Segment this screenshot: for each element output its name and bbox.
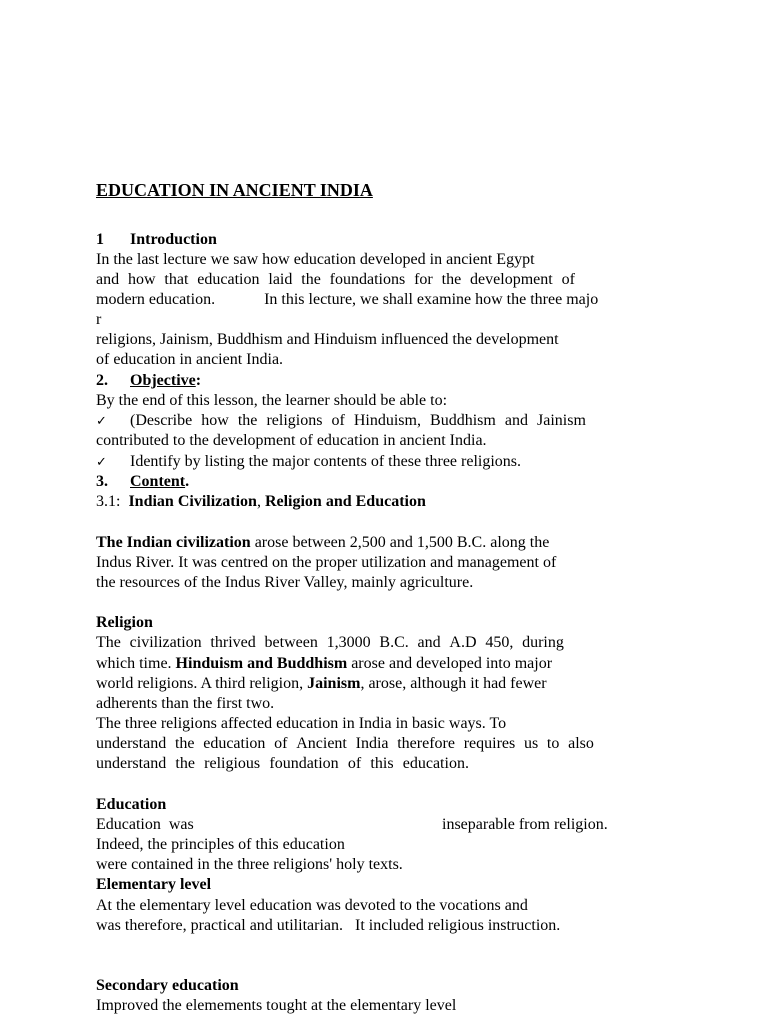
text-run: which time.	[96, 655, 176, 672]
paragraph-line	[96, 654, 552, 674]
paragraph-line: Indeed, the principles of this education	[96, 836, 345, 853]
justified-line	[96, 754, 469, 774]
paragraph-line	[96, 290, 598, 310]
word: of	[347, 755, 362, 772]
word: between	[264, 634, 318, 651]
subsection-title-b: Religion and Education	[264, 493, 426, 510]
text-run: , arose, although it had fewer	[360, 675, 547, 692]
word: 450,	[485, 634, 514, 651]
section-title-punct: :	[195, 372, 202, 389]
word: for	[414, 271, 433, 288]
paragraph-line: Indus River. It was centred on the proper utilization and management of	[96, 554, 557, 571]
word: understand	[96, 735, 167, 752]
section-number: 1	[96, 231, 104, 248]
heading-secondary-education: Secondary education	[96, 977, 239, 994]
bold-run: Hinduism and Buddhism	[175, 655, 348, 672]
word: the	[237, 412, 258, 429]
word: the	[301, 271, 321, 288]
justified-line	[130, 411, 586, 431]
paragraph-line: inseparable from religion.	[442, 816, 608, 833]
word: that	[164, 271, 189, 288]
word: understand	[96, 755, 167, 772]
paragraph-line: r	[96, 311, 102, 328]
word: the	[175, 755, 195, 772]
word: requires	[463, 735, 516, 752]
word: and	[96, 271, 120, 288]
word: foundation	[269, 755, 339, 772]
word: religions	[266, 412, 323, 429]
paragraph-line: of education in ancient India.	[96, 351, 284, 368]
word: the	[174, 735, 195, 752]
subsection-number: 3.1:	[96, 493, 121, 510]
word: education	[197, 271, 260, 288]
word: therefore	[397, 735, 455, 752]
word: education	[203, 735, 266, 752]
justified-line	[96, 270, 575, 290]
word: development	[470, 271, 553, 288]
word: Buddhism	[430, 412, 496, 429]
word: laid	[268, 271, 293, 288]
subsection-comma: ,	[256, 493, 261, 510]
section-title: Objective	[130, 372, 196, 389]
word: to	[546, 735, 560, 752]
word: this	[370, 755, 394, 772]
section-heading-content	[96, 472, 189, 492]
word: the	[441, 271, 462, 288]
paragraph-line: was therefore, practical and utilitarian. It included religious instruction.	[96, 917, 561, 934]
section-title: Introduction	[130, 231, 217, 248]
paragraph-line	[96, 674, 547, 694]
text-run: In this lecture, we shall examine how the three majo	[264, 291, 599, 308]
checkmark-icon: ✓	[96, 414, 107, 429]
word: of	[274, 735, 288, 752]
section-title: Content	[130, 473, 186, 490]
word: education.	[402, 755, 469, 772]
word: during	[522, 634, 564, 651]
paragraph-line: were contained in the three religions' holy texts.	[96, 856, 403, 873]
heading-religion: Religion	[96, 614, 153, 631]
section-title-punct: .	[185, 473, 190, 490]
text-run: arose between 2,500 and 1,500 B.C. along the	[250, 534, 550, 551]
section-number: 2.	[96, 372, 108, 389]
word: of	[561, 271, 575, 288]
paragraph-line: The three religions affected education in India in basic ways. To	[96, 715, 507, 732]
paragraph-line: At the elementary level education was devoted to the vocations and	[96, 897, 528, 914]
word: us	[523, 735, 539, 752]
justified-line	[96, 633, 564, 653]
paragraph-line: Improved the elemements tought at the elementary level	[96, 997, 457, 1014]
word: and	[417, 634, 441, 651]
bullet-item	[96, 411, 586, 431]
bold-run: Jainism	[307, 675, 361, 692]
word: Ancient	[296, 735, 347, 752]
paragraph-line: the resources of the Indus River Valley, mainly agriculture.	[96, 574, 474, 591]
word: India	[355, 735, 389, 752]
word: The	[96, 634, 121, 651]
word: civilization	[129, 634, 202, 651]
text-run: modern education.	[96, 291, 216, 308]
heading-education: Education	[96, 796, 167, 813]
word: 1,3000	[326, 634, 371, 651]
subsection-heading	[96, 492, 426, 512]
subsection-title-a: Indian Civilization	[128, 493, 257, 510]
word: how	[127, 271, 156, 288]
word: B.C.	[379, 634, 409, 651]
section-number: 3.	[96, 473, 108, 490]
section-heading-introduction	[96, 230, 217, 250]
word: of	[331, 412, 345, 429]
paragraph-line: contributed to the development of education in ancient India.	[96, 432, 487, 449]
paragraph-line: adherents than the first two.	[96, 695, 275, 712]
paragraph-line: religions, Jainism, Buddhism and Hinduism influenced the development	[96, 331, 559, 348]
word: A.D	[449, 634, 477, 651]
text-run: world religions. A third religion,	[96, 675, 308, 692]
paragraph-line	[96, 533, 549, 553]
word: thrived	[210, 634, 256, 651]
bullet-item	[96, 452, 521, 472]
paragraph-line: Education was	[96, 816, 194, 833]
word: and	[504, 412, 528, 429]
heading-elementary-level: Elementary level	[96, 876, 212, 893]
text-run: Identify by listing the major contents of these three religions.	[130, 453, 522, 470]
checkmark-icon: ✓	[96, 455, 107, 470]
page-title: EDUCATION IN ANCIENT INDIA	[96, 180, 373, 200]
word: how	[201, 412, 229, 429]
paragraph-line: In the last lecture we saw how education developed in ancient Egypt	[96, 251, 535, 268]
section-heading-objective	[96, 371, 201, 391]
word: also	[568, 735, 594, 752]
word: Jainism	[537, 412, 586, 429]
word: (Describe	[130, 412, 193, 429]
text-run: arose and developed into major	[347, 655, 553, 672]
justified-line	[96, 734, 594, 754]
word: Hinduism,	[353, 412, 421, 429]
word: foundations	[329, 271, 406, 288]
word: religious	[204, 755, 261, 772]
bold-run: The Indian civilization	[96, 534, 251, 551]
paragraph-line: By the end of this lesson, the learner should be able to:	[96, 392, 448, 409]
